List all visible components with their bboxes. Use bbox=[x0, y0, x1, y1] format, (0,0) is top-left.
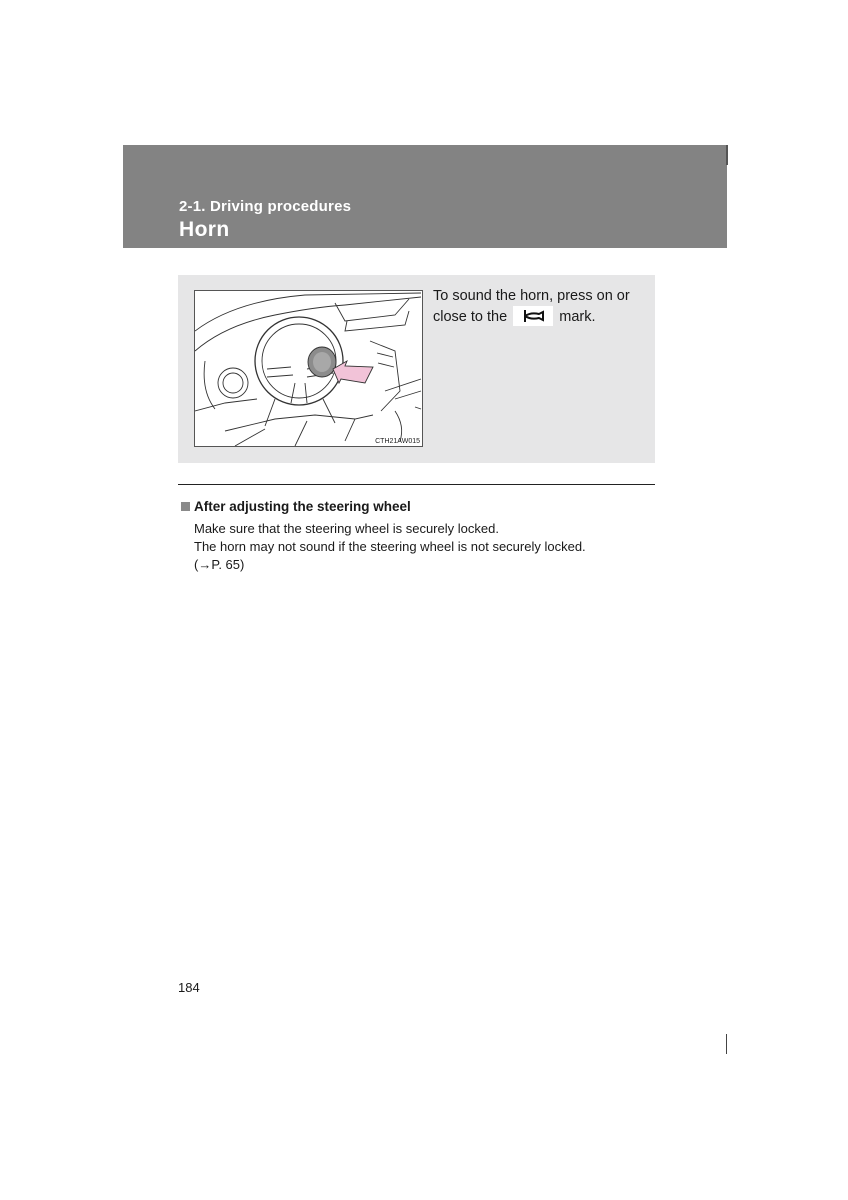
caption-text-before: To sound the horn, press on or close to the bbox=[433, 288, 630, 325]
steering-wheel-illustration bbox=[194, 290, 423, 447]
page-number: 184 bbox=[178, 980, 200, 995]
horn-pad-drawing bbox=[195, 291, 422, 446]
header-edge-mark bbox=[726, 145, 728, 165]
note-heading-text: After adjusting the steering wheel bbox=[194, 499, 411, 514]
horn-icon bbox=[513, 306, 553, 326]
figure-panel bbox=[178, 275, 655, 463]
section-label: 2-1. Driving procedures bbox=[179, 198, 352, 215]
margin-mark bbox=[726, 1034, 727, 1054]
note-page-reference: (→P. 65) bbox=[194, 557, 245, 572]
header-band bbox=[123, 145, 727, 248]
caption-text-after: mark. bbox=[559, 309, 596, 325]
note-line: The horn may not sound if the steering wheel is not securely locked. bbox=[194, 539, 586, 554]
figure-caption bbox=[433, 286, 648, 327]
note-heading bbox=[181, 499, 411, 514]
press-arrow-icon bbox=[333, 361, 373, 383]
section-divider bbox=[178, 484, 655, 485]
page-title: Horn bbox=[179, 218, 230, 241]
figure-code: CTH21AW015 bbox=[375, 438, 420, 445]
note-body bbox=[194, 520, 586, 574]
note-line: Make sure that the steering wheel is securely locked. bbox=[194, 521, 499, 536]
square-bullet-icon bbox=[181, 502, 190, 511]
